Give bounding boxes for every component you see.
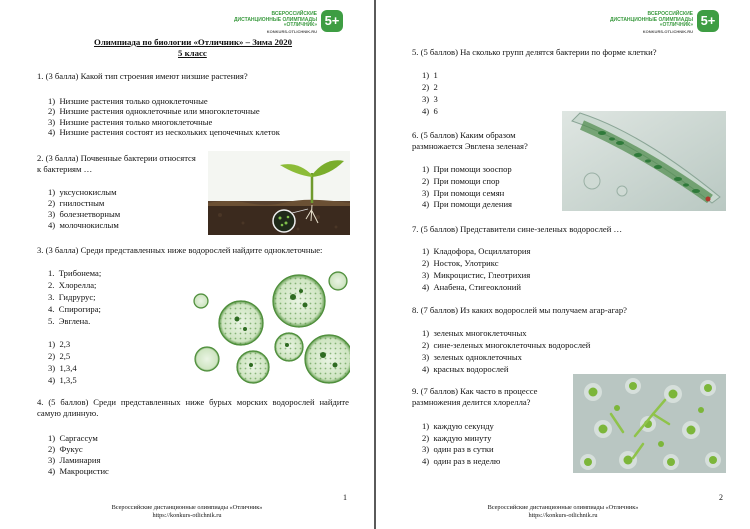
option-6-2: 2) При помощи спор — [422, 176, 500, 186]
option-6-1: 1) При помощи зооспор — [422, 164, 512, 174]
page-title: Олимпиада по биологии «Отличник» – Зима 2020 — [94, 37, 293, 47]
item-3-3: 3. Гидрурус; — [48, 292, 96, 302]
option-5-3: 3) 3 — [422, 94, 438, 104]
grade-label: 5 класс — [178, 48, 207, 58]
euglena-micrograph-image — [562, 111, 726, 211]
question-1: 1. (3 балла) Какой тип строения имеют низшие растения? — [37, 71, 248, 81]
option-1-1: 1) Низшие растения только одноклеточные — [48, 96, 208, 106]
question-2-line-2: к бактериям … — [37, 164, 93, 174]
option-5-2: 2) 2 — [422, 82, 438, 92]
option-3-3: 3) 1,3,4 — [48, 363, 77, 373]
option-9-1: 1) каждую секунду — [422, 421, 494, 431]
option-5-1: 1) 1 — [422, 70, 438, 80]
logo-line-1: ВСЕРОССИЙСКИЕ — [647, 11, 693, 17]
footer-line-1: Всероссийские дистанционные олимпиады «Отличник» — [487, 504, 639, 511]
item-3-4: 4. Спирогира; — [48, 304, 101, 314]
question-6-line-2: размножается Эвглена зеленая? — [412, 141, 528, 151]
option-4-2: 2) Фукус — [48, 444, 83, 454]
olympiad-logo-text — [222, 12, 317, 34]
option-9-2: 2) каждую минуту — [422, 433, 492, 443]
question-4: 4. (5 баллов) Среди представленных ниже бурых морских водорослей найдите самую длинную. — [37, 397, 349, 418]
item-3-2: 2. Хлорелла; — [48, 280, 97, 290]
volvox-algae-image — [193, 271, 350, 387]
logo-line-3: «ОТЛИЧНИК» — [283, 22, 317, 28]
option-2-3: 3) болезнетворным — [48, 209, 121, 219]
item-3-5: 5. Эвглена. — [48, 316, 91, 326]
option-1-2: 2) Низшие растения одноклеточные или многоклеточные — [48, 106, 260, 116]
question-5: 5. (5 баллов) На сколько групп делятся бактерии по форме клетки? — [412, 47, 657, 57]
logo-line-1: ВСЕРОССИЙСКИЕ — [271, 11, 317, 17]
option-3-2: 2) 2,5 — [48, 351, 71, 361]
option-7-3: 3) Микроцистис, Глеотрихия — [422, 270, 531, 280]
option-8-3: 3) зеленых одноклеточных — [422, 352, 522, 362]
option-9-4: 4) один раз в неделю — [422, 456, 501, 466]
logo-line-2: ДИСТАНЦИОННЫЕ ОЛИМПИАДЫ — [609, 16, 693, 23]
option-4-1: 1) Саргассум — [48, 433, 98, 443]
option-8-4: 4) красных водорослей — [422, 364, 509, 374]
logo-line-4: KONKURS-OTLICHNIK.RU — [266, 28, 317, 34]
option-1-3: 3) Низшие растения только многоклеточные — [48, 117, 213, 127]
page-1 — [0, 0, 374, 529]
logo-badge-icon: 5+ — [321, 10, 343, 32]
option-6-4: 4) При помощи деления — [422, 199, 512, 209]
chlorella-micrograph-image — [573, 374, 726, 473]
logo-line-4: KONKURS-OTLICHNIK.RU — [642, 28, 693, 34]
question-2-line-1: 2. (3 балла) Почвенные бактерии относятся — [37, 153, 196, 163]
option-2-2: 2) гнилостным — [48, 198, 105, 208]
olympiad-logo-text — [598, 12, 693, 34]
footer-url[interactable]: https://konkurs-otlichnik.ru — [528, 512, 598, 519]
question-8: 8. (7 баллов) Из каких водорослей мы получаем агар-агар? — [412, 305, 627, 315]
option-7-4: 4) Анабена, Стигеоклоний — [422, 282, 521, 292]
option-1-4: 4) Низшие растения состоят из нескольких цепочечных клеток — [48, 127, 280, 137]
page-number: 2 — [719, 493, 723, 502]
option-7-2: 2) Носток, Улотрикс — [422, 258, 499, 268]
option-2-4: 4) молочнокислым — [48, 220, 119, 230]
page-footer — [87, 504, 287, 520]
question-9-line-1: 9. (7 баллов) Как часто в процессе — [412, 386, 538, 396]
logo-line-3: «ОТЛИЧНИК» — [659, 22, 693, 28]
option-4-4: 4) Макроцистис — [48, 466, 109, 476]
option-6-3: 3) При помощи семян — [422, 188, 505, 198]
option-3-1: 1) 2,3 — [48, 339, 71, 349]
option-8-2: 2) сине-зеленых многоклеточных водорослей — [422, 340, 591, 350]
option-8-1: 1) зеленых многоклеточных — [422, 328, 527, 338]
question-3: 3. (3 балла) Среди представленных ниже водорослей найдите одноклеточные: — [37, 245, 323, 255]
question-6-line-1: 6. (5 баллов) Каким образом — [412, 130, 516, 140]
option-4-3: 3) Ламинария — [48, 455, 101, 465]
logo-badge-icon: 5+ — [697, 10, 719, 32]
seedling-soil-image — [208, 151, 350, 235]
option-2-1: 1) уксуснокислым — [48, 187, 117, 197]
option-5-4: 4) 6 — [422, 106, 438, 116]
page-footer — [463, 504, 663, 520]
page-number: 1 — [343, 493, 347, 502]
item-3-1: 1. Трибонема; — [48, 268, 102, 278]
question-9-line-2: размножения делится хлорелла? — [412, 397, 531, 407]
logo-line-2: ДИСТАНЦИОННЫЕ ОЛИМПИАДЫ — [233, 16, 317, 23]
footer-line-1: Всероссийские дистанционные олимпиады «Отличник» — [111, 504, 263, 511]
option-7-1: 1) Кладофора, Осциллатория — [422, 246, 531, 256]
page-2 — [376, 0, 750, 529]
option-9-3: 3) один раз в сутки — [422, 444, 494, 454]
footer-url[interactable]: https://konkurs-otlichnik.ru — [152, 512, 222, 519]
option-3-4: 4) 1,3,5 — [48, 375, 77, 385]
question-7: 7. (5 баллов) Представители сине-зеленых водорослей … — [412, 224, 623, 234]
